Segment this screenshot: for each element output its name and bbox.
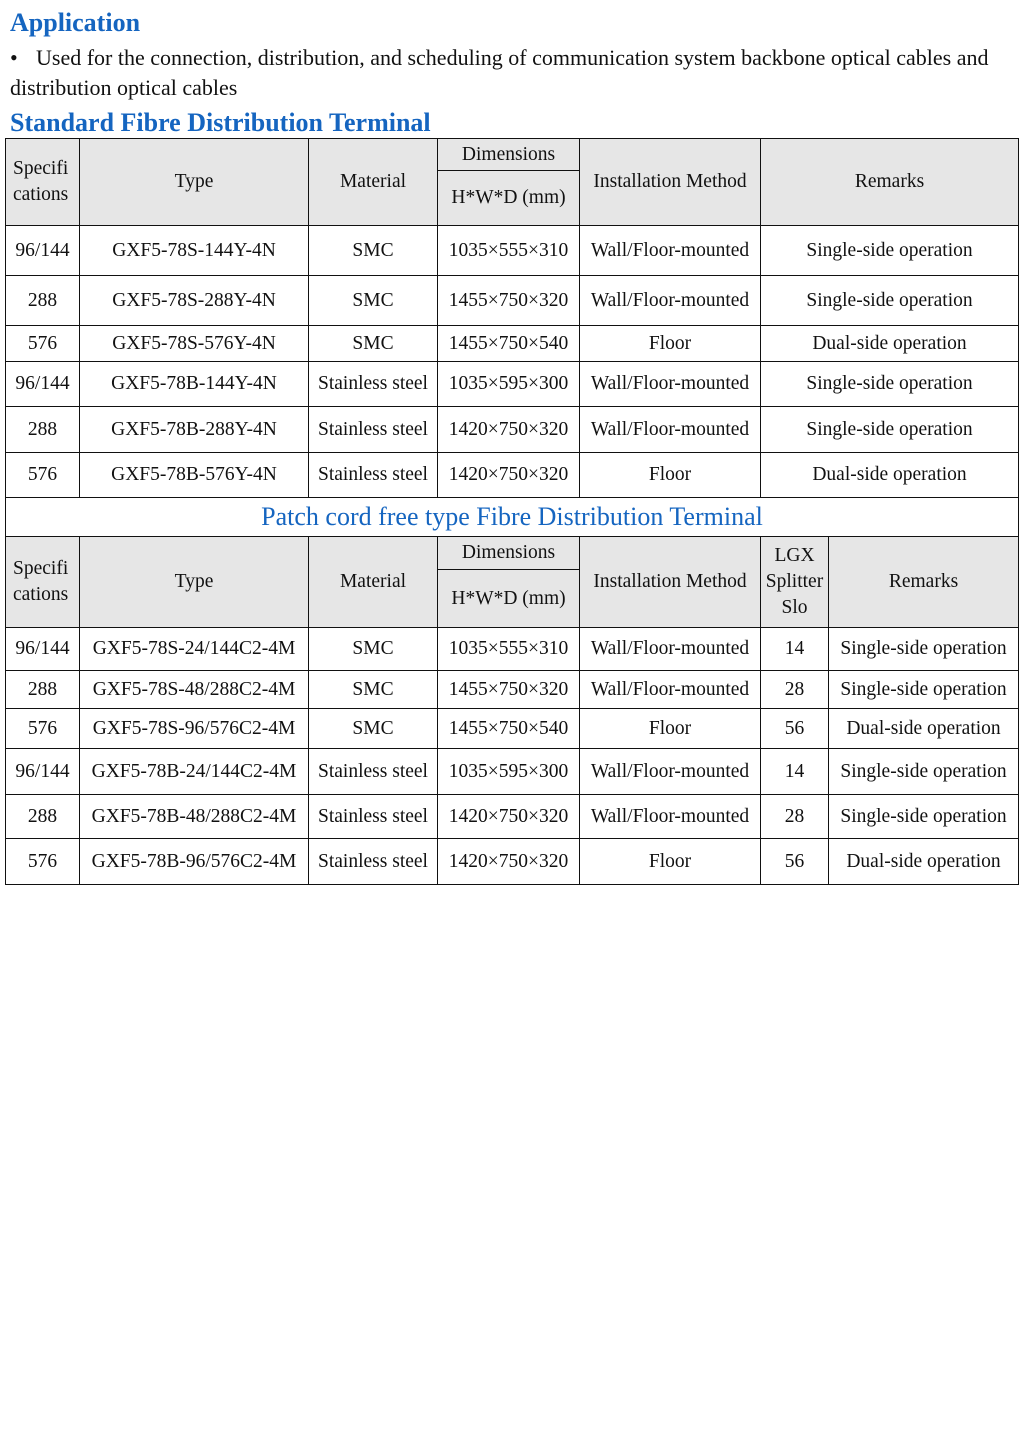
table-row [6,276,1019,326]
cell-installation: Wall/Floor-mounted [580,407,761,453]
cell-type: GXF5-78B-24/144C2-4M [80,749,309,795]
col-header-type: Type [80,537,309,628]
table-row [6,795,1019,839]
cell-dimensions: 1420×750×320 [438,795,580,839]
table-row [6,839,1019,885]
table-row [6,709,1019,749]
cell-type: GXF5-78B-96/576C2-4M [80,839,309,885]
cell-dimensions: 1455×750×320 [438,276,580,326]
cell-installation: Wall/Floor-mounted [580,628,761,671]
col-header-spec: Specifi cations [6,537,80,628]
table-row [6,226,1019,276]
cell-installation: Wall/Floor-mounted [580,276,761,326]
cell-type: GXF5-78B-288Y-4N [80,407,309,453]
cell-spec: 576 [6,326,80,362]
cell-spec: 576 [6,453,80,498]
cell-type: GXF5-78S-144Y-4N [80,226,309,276]
cell-dimensions: 1455×750×540 [438,326,580,362]
cell-material: SMC [309,326,438,362]
cell-dimensions: 1420×750×320 [438,453,580,498]
cell-spec: 96/144 [6,362,80,407]
cell-installation: Wall/Floor-mounted [580,749,761,795]
cell-installation: Floor [580,709,761,749]
cell-type: GXF5-78B-144Y-4N [80,362,309,407]
cell-spec: 96/144 [6,749,80,795]
patch-section-title: Patch cord free type Fibre Distribution Terminal [6,498,1019,537]
cell-spec: 576 [6,709,80,749]
table-row [6,407,1019,453]
cell-type: GXF5-78S-96/576C2-4M [80,709,309,749]
cell-material: SMC [309,671,438,709]
cell-remarks: Dual-side operation [829,839,1019,885]
cell-remarks: Single-side operation [761,276,1019,326]
cell-spec: 96/144 [6,628,80,671]
cell-spec: 288 [6,276,80,326]
cell-installation: Wall/Floor-mounted [580,226,761,276]
cell-lgx: 56 [761,709,829,749]
cell-lgx: 28 [761,795,829,839]
cell-type: GXF5-78S-24/144C2-4M [80,628,309,671]
cell-material: Stainless steel [309,407,438,453]
patch-title-row [6,498,1019,537]
cell-remarks: Single-side operation [829,749,1019,795]
cell-dimensions: 1420×750×320 [438,839,580,885]
col-header-hwd: H*W*D (mm) [438,570,580,628]
cell-spec: 576 [6,839,80,885]
col-header-dimensions: Dimensions [438,537,580,570]
col-header-lgx: LGX Splitter Slo [761,537,829,628]
cell-lgx: 56 [761,839,829,885]
col-header-dimensions: Dimensions [438,139,580,171]
cell-remarks: Dual-side operation [761,453,1019,498]
application-heading: Application [10,8,141,37]
cell-installation: Wall/Floor-mounted [580,795,761,839]
cell-material: Stainless steel [309,749,438,795]
cell-remarks: Single-side operation [761,226,1019,276]
table-row [6,628,1019,671]
cell-dimensions: 1455×750×540 [438,709,580,749]
cell-material: Stainless steel [309,362,438,407]
cell-spec: 288 [6,671,80,709]
cell-material: SMC [309,276,438,326]
cell-lgx: 14 [761,628,829,671]
standard-header-row [6,139,1019,171]
col-header-material: Material [309,537,438,628]
cell-dimensions: 1455×750×320 [438,671,580,709]
cell-material: Stainless steel [309,839,438,885]
cell-spec: 96/144 [6,226,80,276]
cell-remarks: Single-side operation [829,795,1019,839]
cell-remarks: Single-side operation [761,407,1019,453]
cell-remarks: Single-side operation [829,671,1019,709]
cell-type: GXF5-78B-48/288C2-4M [80,795,309,839]
cell-spec: 288 [6,407,80,453]
cell-lgx: 14 [761,749,829,795]
cell-spec: 288 [6,795,80,839]
cell-installation: Floor [580,453,761,498]
cell-material: SMC [309,709,438,749]
col-header-spec: Specifi cations [6,139,80,226]
col-header-installation: Installation Method [580,537,761,628]
col-header-material: Material [309,139,438,226]
cell-dimensions: 1035×595×300 [438,749,580,795]
table-row [6,362,1019,407]
cell-type: GXF5-78B-576Y-4N [80,453,309,498]
cell-dimensions: 1035×595×300 [438,362,580,407]
cell-material: Stainless steel [309,453,438,498]
cell-installation: Floor [580,839,761,885]
table-row [6,326,1019,362]
cell-material: Stainless steel [309,795,438,839]
patch-header-row [6,537,1019,570]
table-row [6,671,1019,709]
cell-lgx: 28 [761,671,829,709]
application-text: Used for the connection, distribution, and scheduling of communication system backbone optical cables and distribution optical cables [10,45,989,100]
cell-dimensions: 1035×555×310 [438,628,580,671]
cell-remarks: Dual-side operation [761,326,1019,362]
cell-type: GXF5-78S-48/288C2-4M [80,671,309,709]
col-header-remarks: Remarks [761,139,1019,226]
col-header-hwd: H*W*D (mm) [438,171,580,226]
cell-type: GXF5-78S-576Y-4N [80,326,309,362]
cell-material: SMC [309,226,438,276]
cell-remarks: Single-side operation [761,362,1019,407]
col-header-remarks: Remarks [829,537,1019,628]
cell-installation: Wall/Floor-mounted [580,362,761,407]
col-header-type: Type [80,139,309,226]
spec-table [5,138,1019,885]
cell-dimensions: 1035×555×310 [438,226,580,276]
standard-section-title: Standard Fibre Distribution Terminal [10,108,431,137]
table-row [6,749,1019,795]
cell-remarks: Single-side operation [829,628,1019,671]
cell-installation: Floor [580,326,761,362]
cell-installation: Wall/Floor-mounted [580,671,761,709]
bullet-icon: • [10,45,18,70]
cell-type: GXF5-78S-288Y-4N [80,276,309,326]
application-bullet-item [10,43,1000,103]
cell-remarks: Dual-side operation [829,709,1019,749]
col-header-installation: Installation Method [580,139,761,226]
cell-material: SMC [309,628,438,671]
table-row [6,453,1019,498]
cell-dimensions: 1420×750×320 [438,407,580,453]
